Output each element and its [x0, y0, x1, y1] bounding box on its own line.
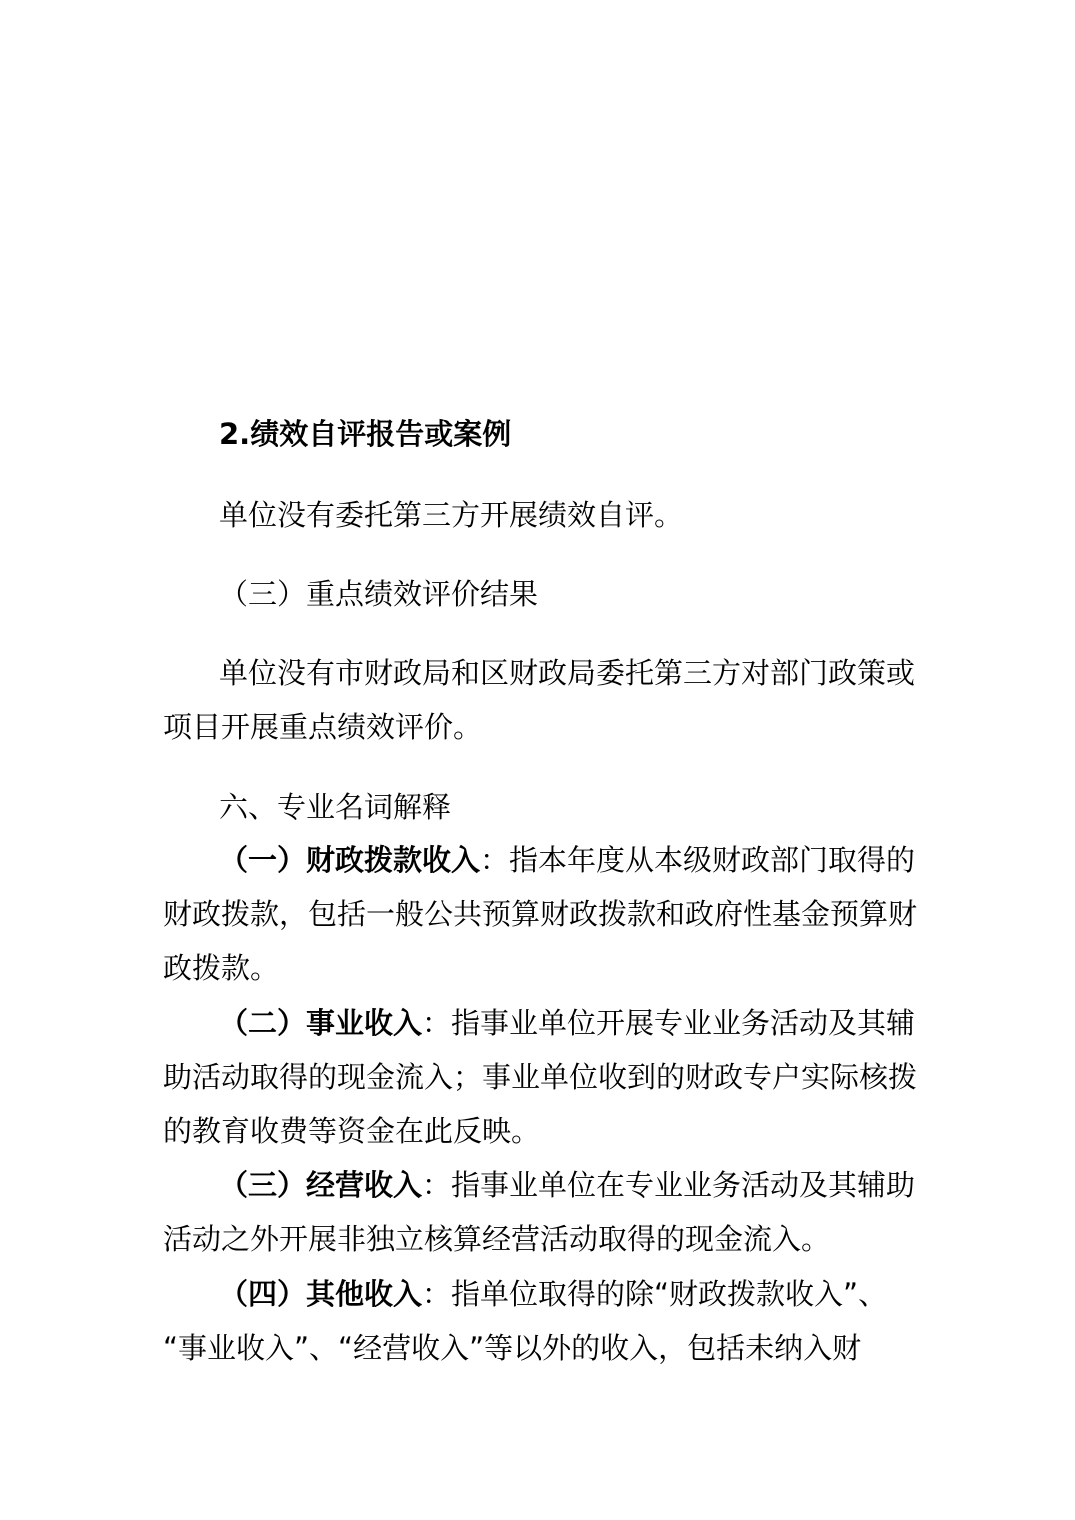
term-3-label: （三）经营收入	[219, 1168, 423, 1202]
paragraph-key-eval-line-2: 项目开展重点绩效评价。	[163, 710, 483, 744]
paragraph-no-third-party: 单位没有委托第三方开展绩效自评。	[219, 498, 684, 532]
term-4-line-1	[219, 1276, 923, 1312]
term-3-definition-start: ：指事业单位在专业业务活动及其辅助	[422, 1168, 916, 1202]
term-2-line-2: 助活动取得的现金流入；事业单位收到的财政专户实际核拨	[163, 1060, 918, 1094]
term-4-definition-start: ：指单位取得的除“财政拨款收入”、	[422, 1277, 888, 1311]
paragraph-key-eval-line-1: 单位没有市财政局和区财政局委托第三方对部门政策或	[219, 656, 916, 690]
term-2-definition-start: ：指事业单位开展专业业务活动及其辅	[422, 1006, 916, 1040]
section-heading-key-evaluation: （三）重点绩效评价结果	[219, 577, 539, 611]
section-heading-perf-report: 2.绩效自评报告或案例	[219, 417, 512, 451]
term-1-line-3: 政拨款。	[163, 951, 280, 985]
term-4-line-2: “事业收入”、“经营收入”等以外的收入，包括未纳入财	[163, 1331, 862, 1365]
term-2-line-1	[219, 1005, 923, 1041]
term-1-label: （一）财政拨款收入	[219, 843, 481, 877]
section-heading-terms: 六、专业名词解释	[219, 790, 452, 824]
term-2-label: （二）事业收入	[219, 1006, 423, 1040]
term-1-line-2: 财政拨款，包括一般公共预算财政拨款和政府性基金预算财	[163, 897, 918, 931]
term-3-line-1	[219, 1167, 923, 1203]
term-1-definition-start: ：指本年度从本级财政部门取得的	[480, 843, 916, 877]
term-4-label: （四）其他收入	[219, 1277, 423, 1311]
term-1-line-1	[219, 842, 923, 878]
term-3-line-2: 活动之外开展非独立核算经营活动取得的现金流入。	[163, 1222, 831, 1256]
term-2-line-3: 的教育收费等资金在此反映。	[163, 1114, 541, 1148]
